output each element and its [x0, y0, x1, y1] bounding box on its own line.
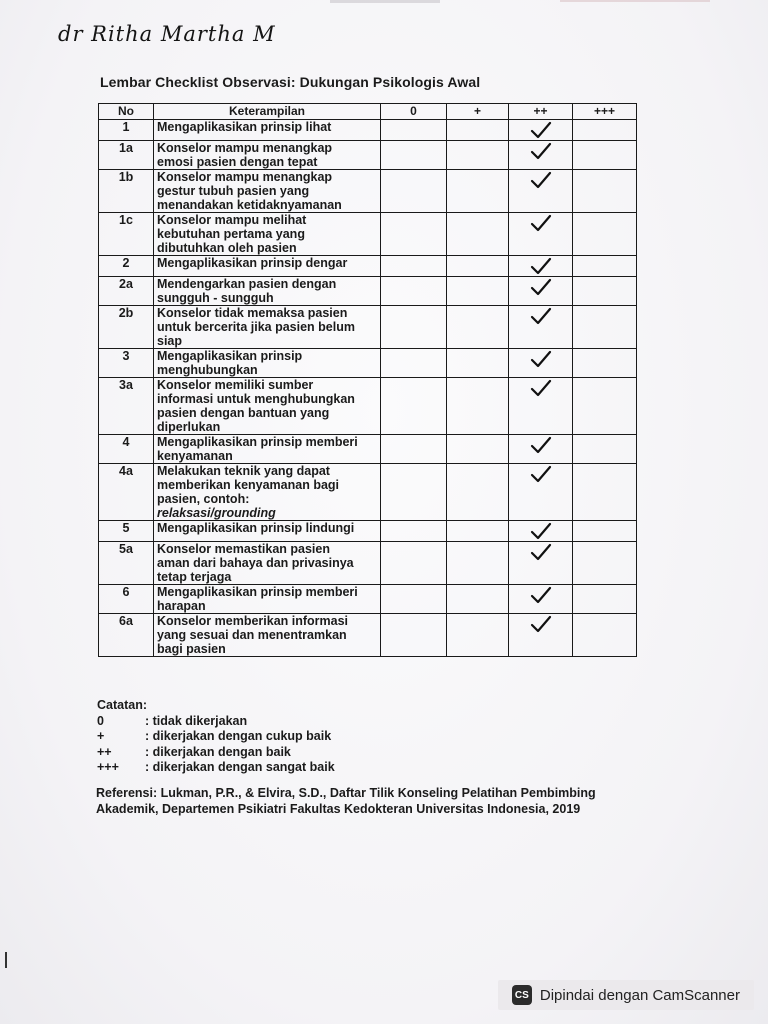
- checkmark-icon: [529, 585, 553, 605]
- checkmark-icon: [529, 141, 553, 161]
- checkmark-icon: [529, 435, 553, 455]
- skill-line: bagi pasien: [157, 642, 226, 656]
- rating-cell: [573, 435, 637, 464]
- rating-cell: [447, 378, 509, 435]
- skill-description: [154, 170, 381, 213]
- table-row: [99, 614, 637, 657]
- camscanner-watermark: [498, 980, 754, 1010]
- rating-cell: [381, 170, 447, 213]
- row-number: 6a: [99, 614, 154, 657]
- skill-description: [154, 435, 381, 464]
- rating-cell: [509, 349, 573, 378]
- skill-description: [154, 306, 381, 349]
- row-number: 5: [99, 521, 154, 542]
- notes-legend: [97, 698, 335, 776]
- row-number: 1: [99, 120, 154, 141]
- rating-cell: [509, 306, 573, 349]
- header-plus-plus: ++: [509, 104, 573, 120]
- rating-cell: [447, 120, 509, 141]
- skill-line: menghubungkan: [157, 363, 258, 377]
- legend-text: : dikerjakan dengan baik: [145, 744, 291, 759]
- checkmark-icon: [529, 542, 553, 562]
- skill-line: untuk bercerita jika pasien belum: [157, 320, 355, 334]
- skill-description: [154, 277, 381, 306]
- rating-cell: [381, 521, 447, 542]
- checkmark-icon: [529, 521, 553, 541]
- skill-description: [154, 349, 381, 378]
- skill-line: Konselor mampu melihat: [157, 213, 307, 227]
- row-number: 4a: [99, 464, 154, 521]
- skill-line: Konselor mampu menangkap: [157, 170, 333, 184]
- header-0: 0: [381, 104, 447, 120]
- document-title: Lembar Checklist Observasi: Dukungan Psikologis Awal: [100, 74, 481, 90]
- legend-symbol: +++: [97, 760, 119, 775]
- skill-line: Mengaplikasikan prinsip memberi: [157, 435, 358, 449]
- camscanner-logo-icon: CS: [512, 985, 532, 1005]
- rating-cell: [381, 585, 447, 614]
- table-header-row: [99, 104, 637, 120]
- rating-cell: [573, 277, 637, 306]
- rating-cell: [381, 378, 447, 435]
- rating-cell: [381, 349, 447, 378]
- legend-text: : dikerjakan dengan cukup baik: [145, 729, 332, 744]
- table-row: [99, 213, 637, 256]
- skill-description: [154, 464, 381, 521]
- legend-item: [97, 760, 335, 776]
- rating-cell: [509, 378, 573, 435]
- row-number: 3: [99, 349, 154, 378]
- skill-line: Mengaplikasikan prinsip dengar: [157, 256, 348, 270]
- skill-description: [154, 542, 381, 585]
- table-row: [99, 256, 637, 277]
- skill-description: [154, 614, 381, 657]
- rating-cell: [447, 256, 509, 277]
- table-row: [99, 170, 637, 213]
- rating-cell: [573, 306, 637, 349]
- skill-line: Konselor mampu menangkap: [157, 141, 333, 155]
- checkmark-icon: [529, 213, 553, 233]
- skill-line: Mendengarkan pasien dengan: [157, 277, 337, 291]
- row-number: 5a: [99, 542, 154, 585]
- legend-symbol: +: [97, 729, 105, 744]
- skill-line: diperlukan: [157, 420, 221, 434]
- skill-line: Melakukan teknik yang dapat: [157, 464, 330, 478]
- skill-line: Konselor memberikan informasi: [157, 614, 349, 628]
- rating-cell: [381, 277, 447, 306]
- rating-cell: [573, 542, 637, 585]
- rating-cell: [509, 141, 573, 170]
- rating-cell: [509, 277, 573, 306]
- rating-cell: [447, 277, 509, 306]
- row-number: 1b: [99, 170, 154, 213]
- checkmark-icon: [529, 120, 553, 140]
- row-number: 2: [99, 256, 154, 277]
- checklist-table: [98, 103, 637, 657]
- checkmark-icon: [529, 378, 553, 398]
- skill-line: Mengaplikasikan prinsip lihat: [157, 120, 332, 134]
- camscanner-text: Dipindai dengan CamScanner: [539, 986, 740, 1004]
- rating-cell: [573, 213, 637, 256]
- skill-description: [154, 378, 381, 435]
- rating-cell: [447, 213, 509, 256]
- row-number: 1a: [99, 141, 154, 170]
- skill-line: menandakan ketidaknyamanan: [157, 198, 342, 212]
- rating-cell: [509, 614, 573, 657]
- rating-cell: [447, 170, 509, 213]
- scan-artifact: [330, 0, 440, 3]
- table-row: [99, 521, 637, 542]
- checkmark-icon: [529, 256, 553, 276]
- rating-cell: [573, 120, 637, 141]
- legend-text: : dikerjakan dengan sangat baik: [145, 760, 335, 775]
- skill-line: kebutuhan pertama yang: [157, 227, 305, 241]
- rating-cell: [573, 585, 637, 614]
- rating-cell: [573, 614, 637, 657]
- table-row: [99, 378, 637, 435]
- rating-cell: [509, 464, 573, 521]
- skill-description: [154, 521, 381, 542]
- rating-cell: [381, 306, 447, 349]
- rating-cell: [381, 435, 447, 464]
- table-row: [99, 435, 637, 464]
- rating-cell: [447, 306, 509, 349]
- rating-cell: [447, 542, 509, 585]
- scan-artifact: [560, 0, 710, 2]
- rating-cell: [381, 464, 447, 521]
- scan-artifact: [5, 952, 7, 968]
- rating-cell: [447, 614, 509, 657]
- checkmark-icon: [529, 614, 553, 634]
- row-number: 1c: [99, 213, 154, 256]
- header-plus-plus-plus: +++: [573, 104, 637, 120]
- rating-cell: [573, 349, 637, 378]
- skill-description: [154, 585, 381, 614]
- row-number: 2b: [99, 306, 154, 349]
- legend-item: [97, 729, 335, 745]
- rating-cell: [509, 435, 573, 464]
- skill-line: sungguh - sungguh: [157, 291, 274, 305]
- skill-line: aman dari bahaya dan privasinya: [157, 556, 354, 570]
- table-body: [99, 120, 637, 657]
- rating-cell: [447, 585, 509, 614]
- skill-line: dibutuhkan oleh pasien: [157, 241, 297, 255]
- rating-cell: [447, 435, 509, 464]
- skill-line: Mengaplikasikan prinsip lindungi: [157, 521, 355, 535]
- rating-cell: [573, 521, 637, 542]
- skill-line: Mengaplikasikan prinsip: [157, 349, 303, 363]
- skill-description: [154, 141, 381, 170]
- skill-line: pasien dengan bantuan yang: [157, 406, 330, 420]
- skill-line: memberikan kenyamanan bagi: [157, 478, 340, 492]
- rating-cell: [573, 464, 637, 521]
- row-number: 3a: [99, 378, 154, 435]
- rating-cell: [447, 141, 509, 170]
- reference-text: Referensi: Lukman, P.R., & Elvira, S.D., Daftar Tilik Konseling Pelatihan Pembimbing Akademik, Departemen Psikiatri Fakultas Kedokteran Universitas Indonesia, 2019: [96, 786, 596, 816]
- header-keterampilan: Keterampilan: [154, 104, 381, 120]
- skill-line: harapan: [157, 599, 206, 613]
- table-row: [99, 464, 637, 521]
- rating-cell: [381, 614, 447, 657]
- rating-cell: [509, 585, 573, 614]
- row-number: 2a: [99, 277, 154, 306]
- rating-cell: [573, 378, 637, 435]
- table-row: [99, 306, 637, 349]
- row-number: 4: [99, 435, 154, 464]
- skill-line: kenyamanan: [157, 449, 233, 463]
- table-row: [99, 585, 637, 614]
- skill-line: informasi untuk menghubungkan: [157, 392, 355, 406]
- row-number: 6: [99, 585, 154, 614]
- skill-line: gestur tubuh pasien yang: [157, 184, 310, 198]
- skill-line: Mengaplikasikan prinsip memberi: [157, 585, 358, 599]
- legend-symbol: 0: [97, 713, 104, 728]
- rating-cell: [509, 256, 573, 277]
- table-row: [99, 120, 637, 141]
- rating-cell: [381, 542, 447, 585]
- rating-cell: [447, 464, 509, 521]
- header-no: No: [99, 104, 154, 120]
- legend-item: [97, 714, 335, 730]
- checkmark-icon: [529, 464, 553, 484]
- skill-line: siap: [157, 334, 183, 348]
- checkmark-icon: [529, 277, 553, 297]
- checkmark-icon: [529, 170, 553, 190]
- rating-cell: [509, 213, 573, 256]
- checkmark-icon: [529, 349, 553, 369]
- notes-title: Catatan:: [97, 698, 148, 712]
- rating-cell: [381, 120, 447, 141]
- skill-line: Konselor memiliki sumber: [157, 378, 314, 392]
- rating-cell: [509, 120, 573, 141]
- rating-cell: [381, 213, 447, 256]
- rating-cell: [381, 256, 447, 277]
- skill-description: [154, 213, 381, 256]
- rating-cell: [509, 170, 573, 213]
- skill-line: Konselor memastikan pasien: [157, 542, 330, 556]
- rating-cell: [447, 521, 509, 542]
- legend-item: [97, 745, 335, 761]
- rating-cell: [509, 542, 573, 585]
- rating-cell: [573, 170, 637, 213]
- checkmark-icon: [529, 306, 553, 326]
- skill-description: [154, 256, 381, 277]
- rating-cell: [573, 256, 637, 277]
- table-row: [99, 542, 637, 585]
- skill-line: yang sesuai dan menentramkan: [157, 628, 347, 642]
- legend-symbol: ++: [97, 744, 112, 759]
- handwritten-name: dr Ritha Martha M: [58, 22, 276, 46]
- rating-cell: [447, 349, 509, 378]
- rating-cell: [573, 141, 637, 170]
- table-row: [99, 141, 637, 170]
- skill-description: [154, 120, 381, 141]
- skill-line: Konselor tidak memaksa pasien: [157, 306, 348, 320]
- rating-cell: [509, 521, 573, 542]
- rating-cell: [381, 141, 447, 170]
- skill-line: pasien, contoh:: [157, 492, 250, 506]
- header-plus: +: [447, 104, 509, 120]
- table-row: [99, 349, 637, 378]
- skill-line: relaksasi/grounding: [157, 506, 276, 520]
- skill-line: emosi pasien dengan tepat: [157, 155, 318, 169]
- table-row: [99, 277, 637, 306]
- legend-text: : tidak dikerjakan: [145, 713, 248, 728]
- skill-line: tetap terjaga: [157, 570, 232, 584]
